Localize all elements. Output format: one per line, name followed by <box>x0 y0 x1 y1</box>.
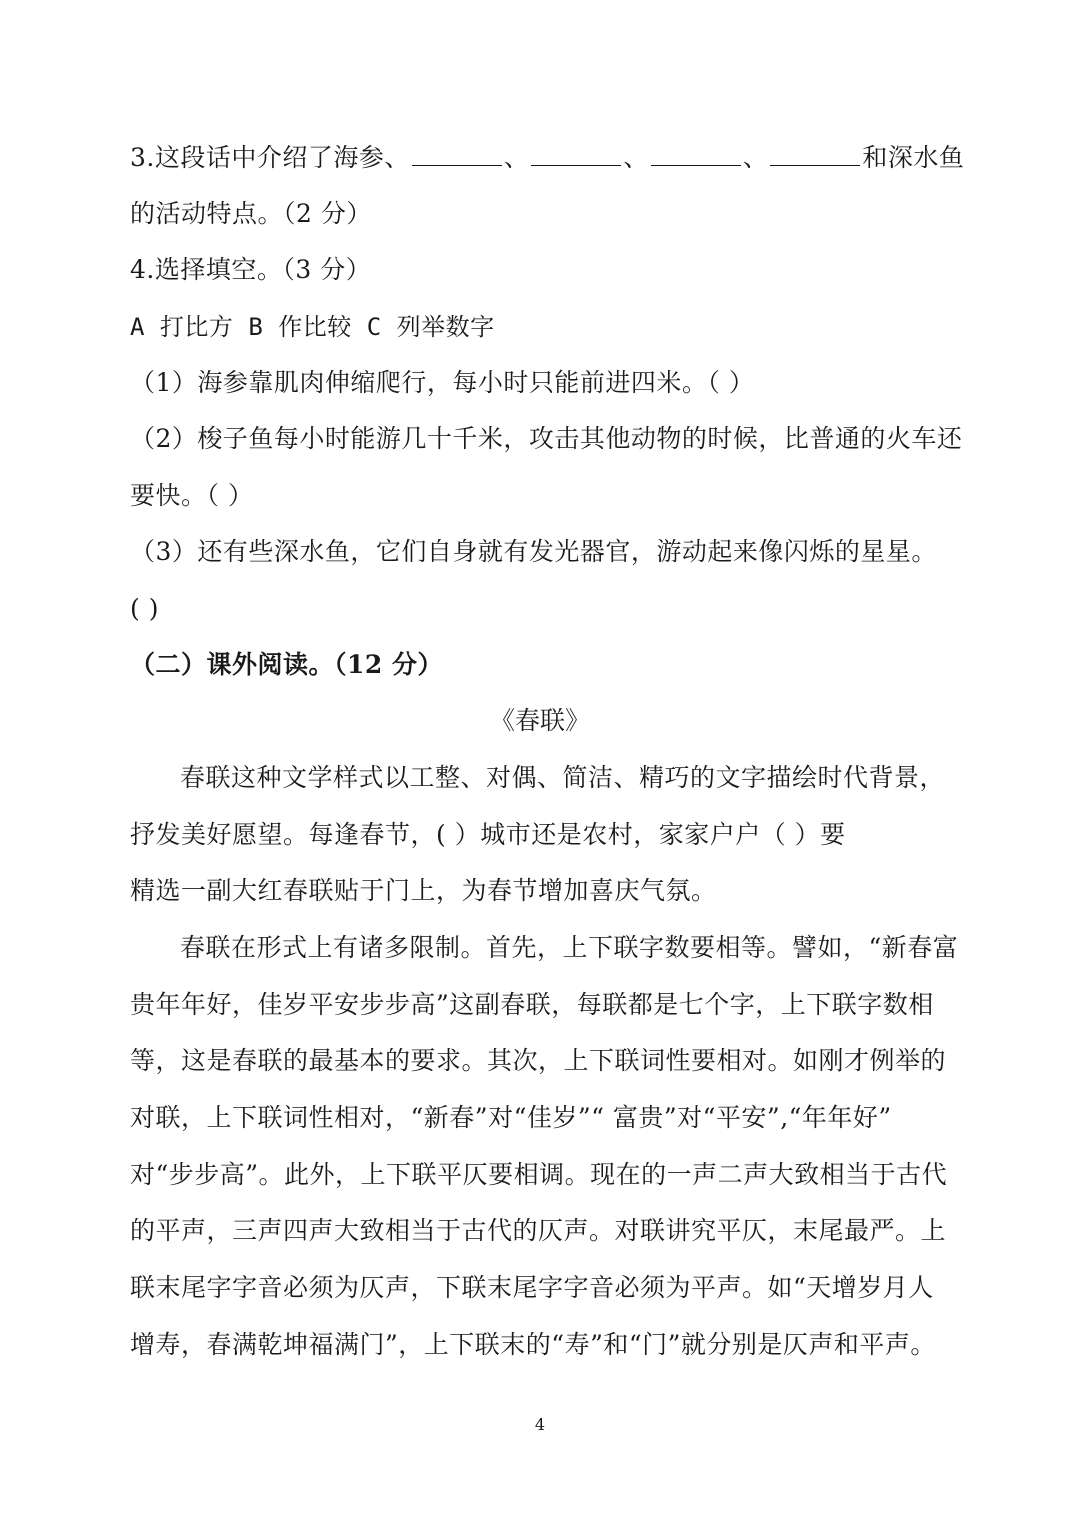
page-number: 4 <box>534 1415 546 1434</box>
answer-blank-1[interactable] <box>412 139 502 166</box>
q4-item-2-line2: 要快。（ ） <box>130 481 254 510</box>
passage-p1-line3: 精选一副大红春联贴于门上，为春节增加喜庆气氛。 <box>130 876 717 905</box>
q3-line2: 的活动特点。（2 分） <box>130 199 372 228</box>
q4-item-3-line1: （3）还有些深水鱼，它们自身就有发光器官，游动起来像闪烁的星星。 <box>130 537 937 566</box>
q4-item-1: （1）海参靠肌肉伸缩爬行，每小时只能前进四米。（ ） <box>130 368 755 397</box>
passage-p2-line4: 对联，上下联词性相对，“新春”对“佳岁”“ 富贵”对“平安”,“年年好” <box>130 1103 892 1132</box>
section-heading: （二）课外阅读。（12 分） <box>130 650 443 679</box>
q3-line1 <box>130 138 964 178</box>
q4-heading: 4.选择填空。（3 分） <box>130 255 372 284</box>
q3-suffix: 和深水鱼 <box>862 143 965 172</box>
passage-p2-line6: 的平声，三声四声大致相当于古代的仄声。对联讲究平仄，末尾最严。上 <box>130 1216 947 1245</box>
q4-item-3-line2: ( ) <box>130 594 159 623</box>
answer-blank-4[interactable] <box>770 139 860 166</box>
q3-sep-3: 、 <box>742 143 769 172</box>
watermark-stamp <box>495 731 577 813</box>
passage-title: 《春联》 <box>489 706 590 735</box>
passage-p2-line2: 贵年年好，佳岁平安步步高”这副春联，每联都是七个字，上下联字数相 <box>130 990 934 1019</box>
passage-p2-line5: 对“步步高”。此外，上下联平仄要相调。现在的一声二声大致相当于古代 <box>130 1160 948 1189</box>
passage-p2-line1: 春联在形式上有诸多限制。首先，上下联字数要相等。譬如，“新春富 <box>180 933 959 962</box>
q4-options: A 打比方 B 作比较 C 列举数字 <box>130 313 495 341</box>
passage-p2-line3: 等，这是春联的最基本的要求。其次，上下联词性要相对。如刚才例举的 <box>130 1046 947 1075</box>
q3-sep-2: 、 <box>623 143 649 172</box>
passage-p2-line8: 增寿，春满乾坤福满门”，上下联末的“寿”和“门”就分别是仄声和平声。 <box>130 1330 936 1359</box>
passage-p1-line1: 春联这种文学样式以工整、对偶、简洁、精巧的文字描绘时代背景， <box>180 763 946 792</box>
passage-p2-line7: 联末尾字字音必须为仄声，下联末尾字字音必须为平声。如“天增岁月人 <box>130 1273 934 1302</box>
q4-item-2-line1: （2）梭子鱼每小时能游几十千米，攻击其他动物的时候，比普通的火车还 <box>130 424 963 453</box>
q3-sep-1: 、 <box>503 143 530 172</box>
answer-blank-2[interactable] <box>531 139 621 166</box>
answer-blank-3[interactable] <box>651 139 741 166</box>
passage-p1-line2: 抒发美好愿望。每逢春节，( ）城市还是农村，家家户户（ ）要 <box>130 820 846 849</box>
q3-prefix: 3.这段话中介绍了海参、 <box>130 143 410 172</box>
